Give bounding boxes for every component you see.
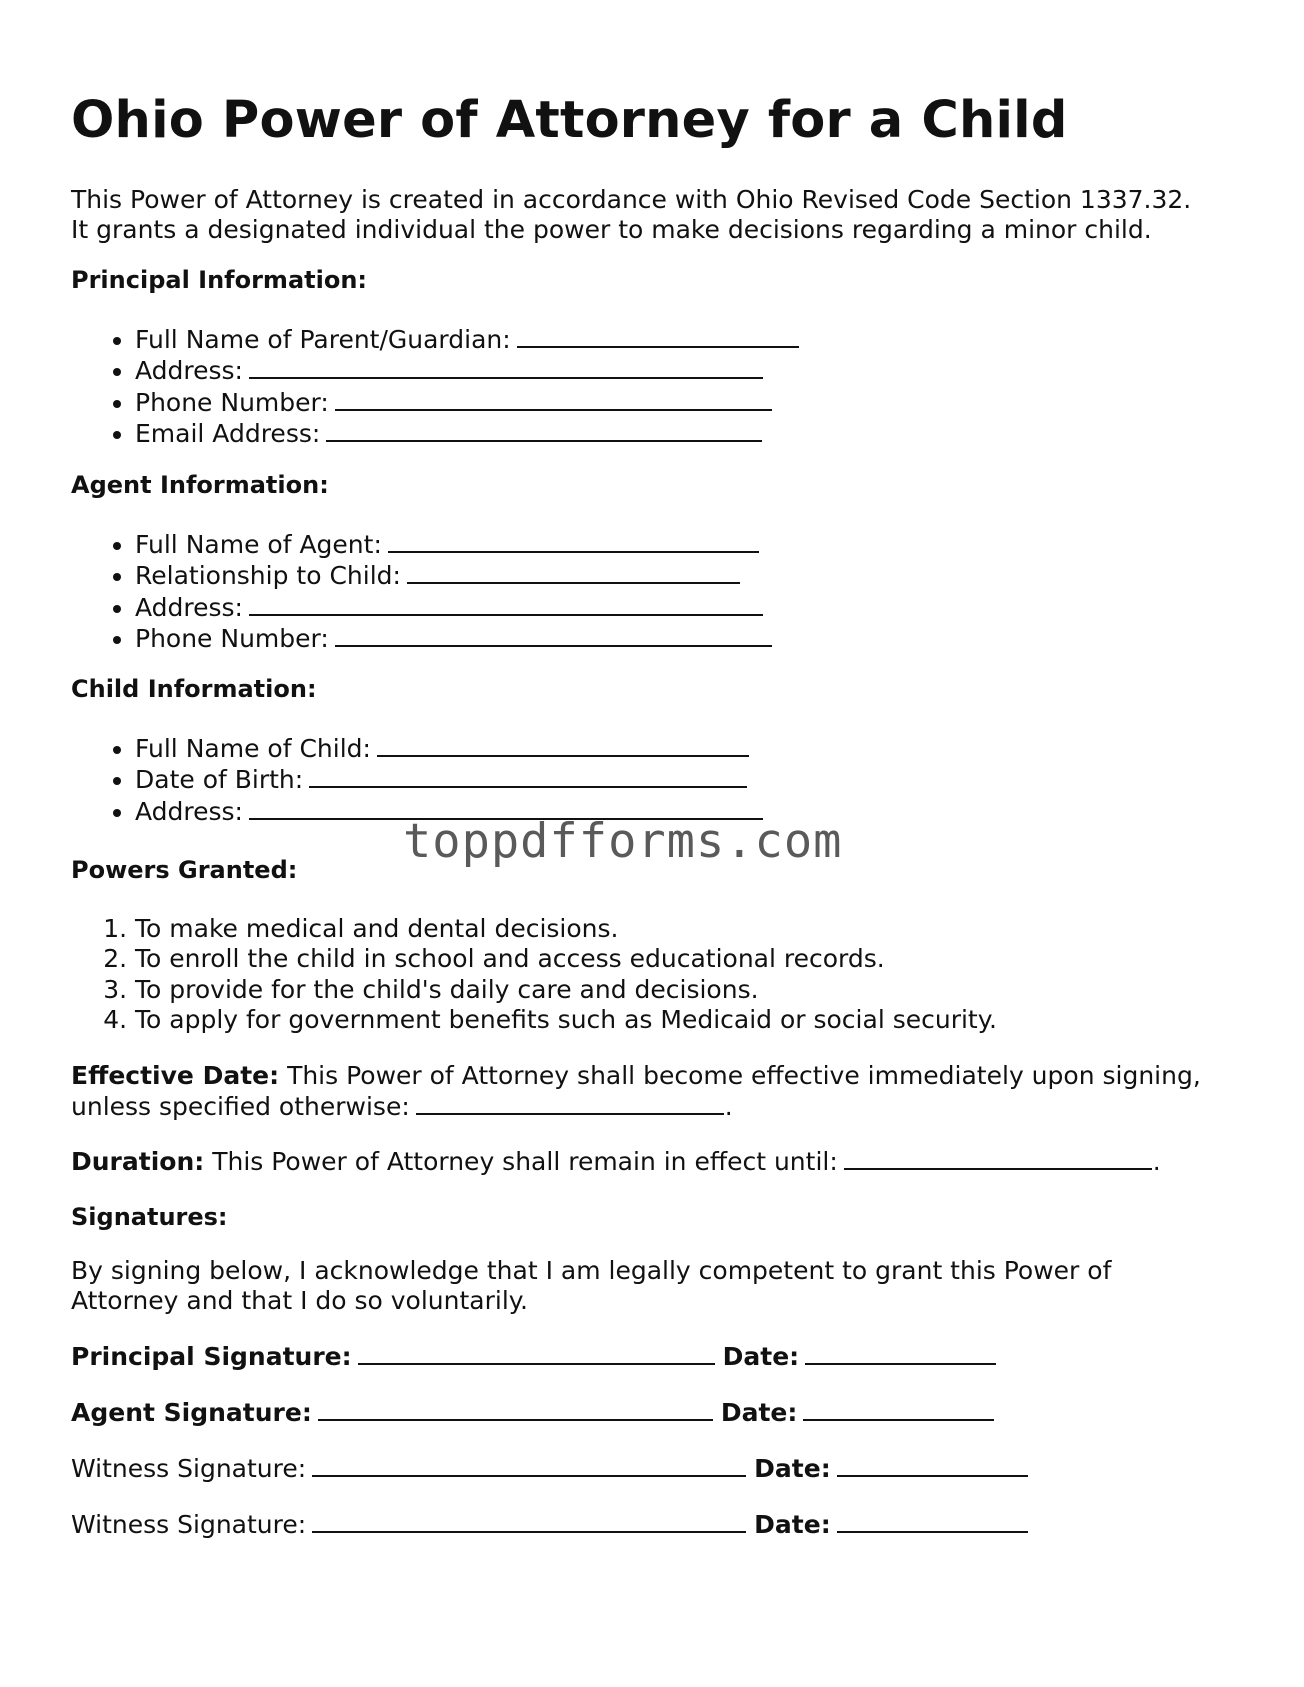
agent-address-field[interactable] (249, 592, 763, 616)
principal-heading: Principal Information: (71, 266, 368, 294)
list-item: • Address: (135, 355, 799, 386)
signatures-heading: Signatures: (71, 1203, 228, 1231)
duration-paragraph: Duration: This Power of Attorney shall remain in effect until: . (71, 1147, 1161, 1176)
list-item: • Full Name of Parent/Guardian: (135, 324, 799, 355)
watermark-text: toppdfforms.com (403, 814, 843, 869)
agent-name-field[interactable] (388, 529, 759, 553)
witness-1-signature-row: Witness Signature: Date: (71, 1453, 1028, 1484)
witness-2-date-field[interactable] (837, 1509, 1028, 1533)
agent-date-field[interactable] (803, 1397, 994, 1421)
list-item: • Relationship to Child: (135, 560, 772, 591)
agent-field-list (71, 529, 772, 654)
agent-heading: Agent Information: (71, 471, 329, 499)
list-item: • Email Address: (135, 418, 799, 449)
principal-phone-field[interactable] (335, 387, 772, 411)
list-item: 2. To enroll the child in school and access educational records. (135, 944, 997, 974)
intro-paragraph (71, 185, 1251, 245)
intro-line-2: It grants a designated individual the power to make decisions regarding a minor child. (71, 215, 1152, 244)
effective-date-paragraph: Effective Date: This Power of Attorney shall become effective immediately upon signing, unless specified otherwise: . (71, 1061, 1201, 1121)
witness-2-signature-row: Witness Signature: Date: (71, 1509, 1028, 1540)
principal-signature-row: Principal Signature: Date: (71, 1341, 996, 1372)
agent-signature-row: Agent Signature: Date: (71, 1397, 994, 1428)
list-item: • Phone Number: (135, 623, 772, 654)
list-item: • Full Name of Child: (135, 733, 763, 764)
principal-date-field[interactable] (805, 1341, 996, 1365)
list-item: • Date of Birth: (135, 764, 763, 795)
parent-name-field[interactable] (517, 324, 799, 348)
list-item: • Full Name of Agent: (135, 529, 772, 560)
list-item: 3. To provide for the child's daily care and decisions. (135, 975, 997, 1005)
child-name-field[interactable] (377, 733, 749, 757)
agent-signature-field[interactable] (318, 1397, 713, 1421)
principal-address-field[interactable] (249, 355, 763, 379)
powers-heading: Powers Granted: (71, 856, 298, 884)
principal-email-field[interactable] (326, 418, 762, 442)
list-item: • Address: (135, 796, 763, 827)
witness-2-signature-field[interactable] (312, 1509, 746, 1533)
list-item: 1. To make medical and dental decisions. (135, 914, 997, 944)
list-item: • Address: (135, 592, 772, 623)
duration-end-field[interactable] (844, 1146, 1152, 1170)
agent-phone-field[interactable] (335, 623, 772, 647)
child-dob-field[interactable] (309, 764, 747, 788)
witness-1-date-field[interactable] (837, 1453, 1028, 1477)
principal-field-list (71, 324, 799, 449)
page-title: Ohio Power of Attorney for a Child (71, 91, 1068, 150)
child-field-list (71, 733, 763, 827)
duration-label: Duration: (71, 1147, 205, 1176)
acknowledgement-paragraph: By signing below, I acknowledge that I am legally competent to grant this Power of Attorney and that I do so voluntarily. (71, 1256, 1112, 1315)
principal-signature-field[interactable] (358, 1341, 715, 1365)
powers-list (71, 914, 997, 1035)
effective-date-field[interactable] (416, 1091, 724, 1115)
child-heading: Child Information: (71, 675, 317, 703)
witness-1-signature-field[interactable] (312, 1453, 746, 1477)
effective-date-label: Effective Date: (71, 1061, 280, 1090)
list-item: • Phone Number: (135, 387, 799, 418)
agent-relationship-field[interactable] (407, 560, 740, 584)
intro-line-1: This Power of Attorney is created in accordance with Ohio Revised Code Section 1337.32. (71, 185, 1192, 214)
list-item: 4. To apply for government benefits such as Medicaid or social security. (135, 1005, 997, 1035)
